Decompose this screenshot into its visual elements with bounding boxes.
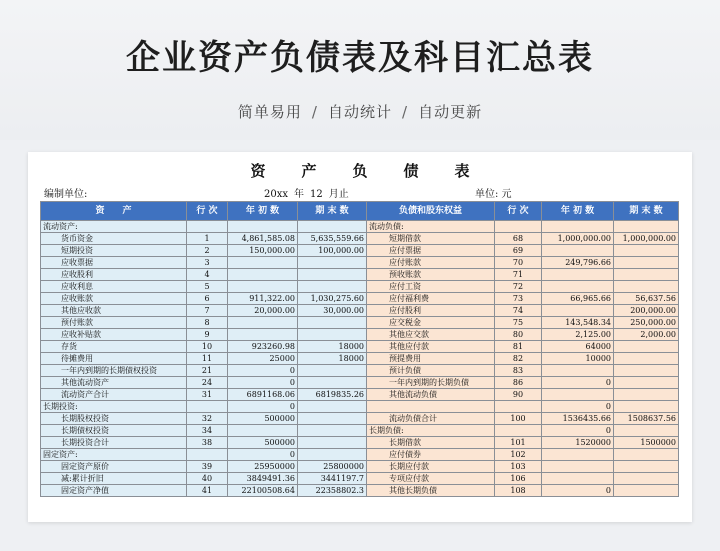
col-header-assets: 资 产	[41, 202, 187, 221]
asset-line-cell: 4	[187, 269, 228, 281]
liability-opening-cell: 0	[542, 485, 614, 497]
asset-line-cell: 24	[187, 377, 228, 389]
asset-opening-cell	[228, 425, 298, 437]
asset-opening-cell: 25950000	[228, 461, 298, 473]
currency-unit: 单位: 元	[475, 189, 512, 200]
liability-closing-cell: 1,000,000.00	[614, 233, 679, 245]
liability-closing-cell	[614, 425, 679, 437]
asset-line-cell: 38	[187, 437, 228, 449]
liability-line-cell: 68	[495, 233, 542, 245]
asset-closing-cell: 18000	[298, 353, 367, 365]
asset-line-cell: 40	[187, 473, 228, 485]
liability-name-cell: 流动负债:	[367, 221, 495, 233]
liability-name-cell: 长期借款	[367, 437, 495, 449]
liability-line-cell	[495, 221, 542, 233]
asset-closing-cell	[298, 317, 367, 329]
compiling-unit-label: 编制单位:	[44, 189, 88, 200]
asset-line-cell: 7	[187, 305, 228, 317]
table-row	[41, 221, 679, 233]
liability-line-cell: 80	[495, 329, 542, 341]
liability-name-cell: 应付股利	[367, 305, 495, 317]
liability-line-cell: 74	[495, 305, 542, 317]
liability-opening-cell: 10000	[542, 353, 614, 365]
liability-name-cell: 专项应付款	[367, 473, 495, 485]
page-subtitle	[0, 101, 720, 122]
liability-line-cell: 81	[495, 341, 542, 353]
asset-closing-cell	[298, 425, 367, 437]
liability-name-cell: 应付账款	[367, 257, 495, 269]
liability-closing-cell	[614, 353, 679, 365]
asset-opening-cell: 0	[228, 401, 298, 413]
asset-line-cell: 21	[187, 365, 228, 377]
asset-opening-cell: 500000	[228, 437, 298, 449]
liability-opening-cell: 0	[542, 377, 614, 389]
asset-line-cell	[187, 221, 228, 233]
asset-line-cell: 6	[187, 293, 228, 305]
liability-line-cell: 86	[495, 377, 542, 389]
col-header-opening: 年 初 数	[228, 202, 298, 221]
liability-name-cell: 应付票据	[367, 245, 495, 257]
asset-opening-cell: 150,000.00	[228, 245, 298, 257]
liability-line-cell: 108	[495, 485, 542, 497]
liability-name-cell: 预提费用	[367, 353, 495, 365]
liability-line-cell	[495, 401, 542, 413]
asset-line-cell: 39	[187, 461, 228, 473]
table-row	[41, 461, 679, 473]
asset-name-cell: 减:累计折旧	[41, 473, 187, 485]
asset-opening-cell	[228, 269, 298, 281]
period-year-label: 年	[294, 189, 305, 200]
liability-opening-cell: 2,125.00	[542, 329, 614, 341]
asset-line-cell: 9	[187, 329, 228, 341]
asset-line-cell: 10	[187, 341, 228, 353]
spreadsheet-preview	[28, 152, 692, 522]
liability-closing-cell	[614, 401, 679, 413]
asset-opening-cell: 500000	[228, 413, 298, 425]
table-row	[41, 353, 679, 365]
liability-name-cell: 其他应交款	[367, 329, 495, 341]
asset-closing-cell	[298, 281, 367, 293]
col-header-liabilities: 负债和股东权益	[367, 202, 495, 221]
asset-name-cell: 应收账款	[41, 293, 187, 305]
sheet-title	[28, 160, 692, 181]
liability-opening-cell	[542, 473, 614, 485]
asset-closing-cell	[298, 413, 367, 425]
table-row	[41, 413, 679, 425]
asset-opening-cell	[228, 329, 298, 341]
liability-closing-cell: 200,000.00	[614, 305, 679, 317]
asset-opening-cell	[228, 221, 298, 233]
table-row	[41, 401, 679, 413]
asset-line-cell: 1	[187, 233, 228, 245]
sheet-title-char: 债	[403, 162, 419, 180]
asset-line-cell: 8	[187, 317, 228, 329]
balance-sheet-table	[40, 201, 679, 497]
liability-opening-cell: 0	[542, 401, 614, 413]
asset-closing-cell	[298, 221, 367, 233]
asset-name-cell: 预付账款	[41, 317, 187, 329]
asset-name-cell: 长期投资:	[41, 401, 187, 413]
asset-name-cell: 固定资产:	[41, 449, 187, 461]
sheet-title-char: 表	[454, 162, 470, 180]
table-row	[41, 425, 679, 437]
asset-closing-cell: 1,030,275.60	[298, 293, 367, 305]
liability-opening-cell	[542, 221, 614, 233]
asset-name-cell: 待摊费用	[41, 353, 187, 365]
asset-name-cell: 一年内到期的长期债权投资	[41, 365, 187, 377]
sheet-title-char: 负	[352, 162, 368, 180]
subtitle-item: 自动更新	[418, 103, 483, 121]
asset-closing-cell	[298, 365, 367, 377]
asset-closing-cell	[298, 437, 367, 449]
liability-closing-cell: 1508637.56	[614, 413, 679, 425]
asset-opening-cell	[228, 257, 298, 269]
liability-opening-cell	[542, 305, 614, 317]
table-row	[41, 377, 679, 389]
liability-name-cell: 其他流动负债	[367, 389, 495, 401]
liability-name-cell: 应付福利费	[367, 293, 495, 305]
table-row	[41, 269, 679, 281]
liability-closing-cell	[614, 485, 679, 497]
asset-line-cell	[187, 449, 228, 461]
liability-opening-cell: 1,000,000.00	[542, 233, 614, 245]
liability-opening-cell: 1536435.66	[542, 413, 614, 425]
liability-name-cell: 预收账款	[367, 269, 495, 281]
table-row	[41, 281, 679, 293]
table-row	[41, 473, 679, 485]
asset-opening-cell: 25000	[228, 353, 298, 365]
period-year: 20xx	[264, 189, 289, 200]
asset-opening-cell	[228, 317, 298, 329]
liability-opening-cell: 249,796.66	[542, 257, 614, 269]
asset-line-cell: 2	[187, 245, 228, 257]
liability-closing-cell	[614, 389, 679, 401]
liability-name-cell: 其他长期负债	[367, 485, 495, 497]
liability-name-cell: 应付债券	[367, 449, 495, 461]
table-row	[41, 305, 679, 317]
liability-name-cell: 一年内到期的长期负债	[367, 377, 495, 389]
liability-opening-cell	[542, 269, 614, 281]
table-row	[41, 329, 679, 341]
liability-line-cell: 72	[495, 281, 542, 293]
asset-line-cell: 41	[187, 485, 228, 497]
asset-line-cell: 32	[187, 413, 228, 425]
asset-name-cell: 应收股利	[41, 269, 187, 281]
period-month-label: 月止	[328, 189, 349, 200]
liability-name-cell: 流动负债合计	[367, 413, 495, 425]
asset-opening-cell: 923260.98	[228, 341, 298, 353]
table-row	[41, 233, 679, 245]
asset-closing-cell: 3441197.7	[298, 473, 367, 485]
asset-opening-cell: 4,861,585.08	[228, 233, 298, 245]
asset-closing-cell	[298, 449, 367, 461]
asset-opening-cell: 911,322.00	[228, 293, 298, 305]
liability-opening-cell: 66,965.66	[542, 293, 614, 305]
asset-name-cell: 应收利息	[41, 281, 187, 293]
asset-closing-cell: 30,000.00	[298, 305, 367, 317]
liability-closing-cell	[614, 377, 679, 389]
asset-name-cell: 其他应收款	[41, 305, 187, 317]
asset-line-cell: 11	[187, 353, 228, 365]
liability-line-cell: 70	[495, 257, 542, 269]
asset-name-cell: 其他流动资产	[41, 377, 187, 389]
liability-opening-cell	[542, 281, 614, 293]
liability-line-cell: 73	[495, 293, 542, 305]
asset-line-cell: 5	[187, 281, 228, 293]
table-header-row	[41, 202, 679, 221]
liability-name-cell: 长期应付款	[367, 461, 495, 473]
liability-closing-cell	[614, 257, 679, 269]
table-row	[41, 437, 679, 449]
banner	[0, 0, 720, 140]
liability-name-cell: 长期负债:	[367, 425, 495, 437]
table-row	[41, 365, 679, 377]
page-title: 企业资产负债表及科目汇总表	[126, 38, 594, 78]
liability-opening-cell: 0	[542, 425, 614, 437]
liability-line-cell: 71	[495, 269, 542, 281]
asset-closing-cell: 6819835.26	[298, 389, 367, 401]
asset-closing-cell	[298, 257, 367, 269]
liability-closing-cell	[614, 269, 679, 281]
liability-opening-cell	[542, 365, 614, 377]
liability-name-cell: 应付工资	[367, 281, 495, 293]
liability-opening-cell	[542, 389, 614, 401]
col-header-line-no: 行 次	[187, 202, 228, 221]
asset-opening-cell: 0	[228, 365, 298, 377]
sheet-title-char: 产	[301, 162, 317, 180]
asset-name-cell: 应收票据	[41, 257, 187, 269]
asset-name-cell: 长期股权投资	[41, 413, 187, 425]
liability-closing-cell: 56,637.56	[614, 293, 679, 305]
liability-opening-cell: 64000	[542, 341, 614, 353]
asset-name-cell: 长期债权投资	[41, 425, 187, 437]
asset-closing-cell	[298, 401, 367, 413]
report-period	[264, 185, 355, 200]
asset-closing-cell: 100,000.00	[298, 245, 367, 257]
liability-line-cell: 102	[495, 449, 542, 461]
liability-line-cell: 103	[495, 461, 542, 473]
table-row	[41, 245, 679, 257]
asset-closing-cell: 18000	[298, 341, 367, 353]
liability-opening-cell	[542, 245, 614, 257]
table-row	[41, 341, 679, 353]
asset-name-cell: 应收补贴款	[41, 329, 187, 341]
asset-closing-cell	[298, 329, 367, 341]
table-row	[41, 317, 679, 329]
asset-closing-cell	[298, 269, 367, 281]
asset-name-cell: 存货	[41, 341, 187, 353]
liability-line-cell: 100	[495, 413, 542, 425]
asset-name-cell: 货币资金	[41, 233, 187, 245]
liability-opening-cell	[542, 449, 614, 461]
liability-closing-cell	[614, 449, 679, 461]
liability-closing-cell	[614, 461, 679, 473]
liability-line-cell: 83	[495, 365, 542, 377]
asset-opening-cell: 20,000.00	[228, 305, 298, 317]
liability-name-cell: 短期借款	[367, 233, 495, 245]
asset-line-cell: 3	[187, 257, 228, 269]
asset-name-cell: 固定资产原价	[41, 461, 187, 473]
liability-line-cell: 69	[495, 245, 542, 257]
liability-closing-cell	[614, 365, 679, 377]
asset-closing-cell: 22358802.3	[298, 485, 367, 497]
col-header-line-no: 行 次	[495, 202, 542, 221]
asset-name-cell: 流动资产合计	[41, 389, 187, 401]
asset-closing-cell	[298, 377, 367, 389]
asset-line-cell	[187, 401, 228, 413]
asset-opening-cell: 0	[228, 449, 298, 461]
liability-name-cell: 其他应付款	[367, 341, 495, 353]
asset-name-cell: 固定资产净值	[41, 485, 187, 497]
liability-name-cell	[367, 401, 495, 413]
table-row	[41, 257, 679, 269]
asset-opening-cell	[228, 281, 298, 293]
liability-closing-cell	[614, 341, 679, 353]
liability-line-cell: 106	[495, 473, 542, 485]
liability-line-cell: 90	[495, 389, 542, 401]
asset-opening-cell: 22100508.64	[228, 485, 298, 497]
liability-closing-cell: 1500000	[614, 437, 679, 449]
asset-name-cell: 长期投资合计	[41, 437, 187, 449]
subtitle-separator: /	[311, 103, 318, 121]
liability-line-cell	[495, 425, 542, 437]
col-header-closing: 期 末 数	[614, 202, 679, 221]
subtitle-item: 简单易用	[237, 103, 302, 121]
asset-line-cell: 31	[187, 389, 228, 401]
liability-opening-cell	[542, 461, 614, 473]
table-row	[41, 293, 679, 305]
asset-closing-cell: 25800000	[298, 461, 367, 473]
liability-line-cell: 75	[495, 317, 542, 329]
asset-opening-cell: 6891168.06	[228, 389, 298, 401]
asset-name-cell: 流动资产:	[41, 221, 187, 233]
col-header-opening: 年 初 数	[542, 202, 614, 221]
table-row	[41, 389, 679, 401]
subtitle-separator: /	[402, 103, 409, 121]
table-body	[41, 221, 679, 497]
period-month: 12	[310, 189, 323, 200]
subtitle-item: 自动统计	[327, 103, 392, 121]
liability-closing-cell: 2,000.00	[614, 329, 679, 341]
asset-name-cell: 短期投资	[41, 245, 187, 257]
liability-closing-cell	[614, 221, 679, 233]
table-row	[41, 485, 679, 497]
sheet-title-char: 资	[250, 162, 266, 180]
liability-closing-cell	[614, 281, 679, 293]
liability-line-cell: 101	[495, 437, 542, 449]
table-row	[41, 449, 679, 461]
liability-opening-cell: 1520000	[542, 437, 614, 449]
liability-line-cell: 82	[495, 353, 542, 365]
liability-name-cell: 应交税金	[367, 317, 495, 329]
asset-line-cell: 34	[187, 425, 228, 437]
col-header-closing: 期 末 数	[298, 202, 367, 221]
liability-closing-cell	[614, 245, 679, 257]
liability-opening-cell: 143,548.34	[542, 317, 614, 329]
asset-opening-cell: 3849491.36	[228, 473, 298, 485]
asset-closing-cell: 5,635,559.66	[298, 233, 367, 245]
liability-name-cell: 预计负债	[367, 365, 495, 377]
liability-closing-cell	[614, 473, 679, 485]
liability-closing-cell: 250,000.00	[614, 317, 679, 329]
asset-opening-cell: 0	[228, 377, 298, 389]
